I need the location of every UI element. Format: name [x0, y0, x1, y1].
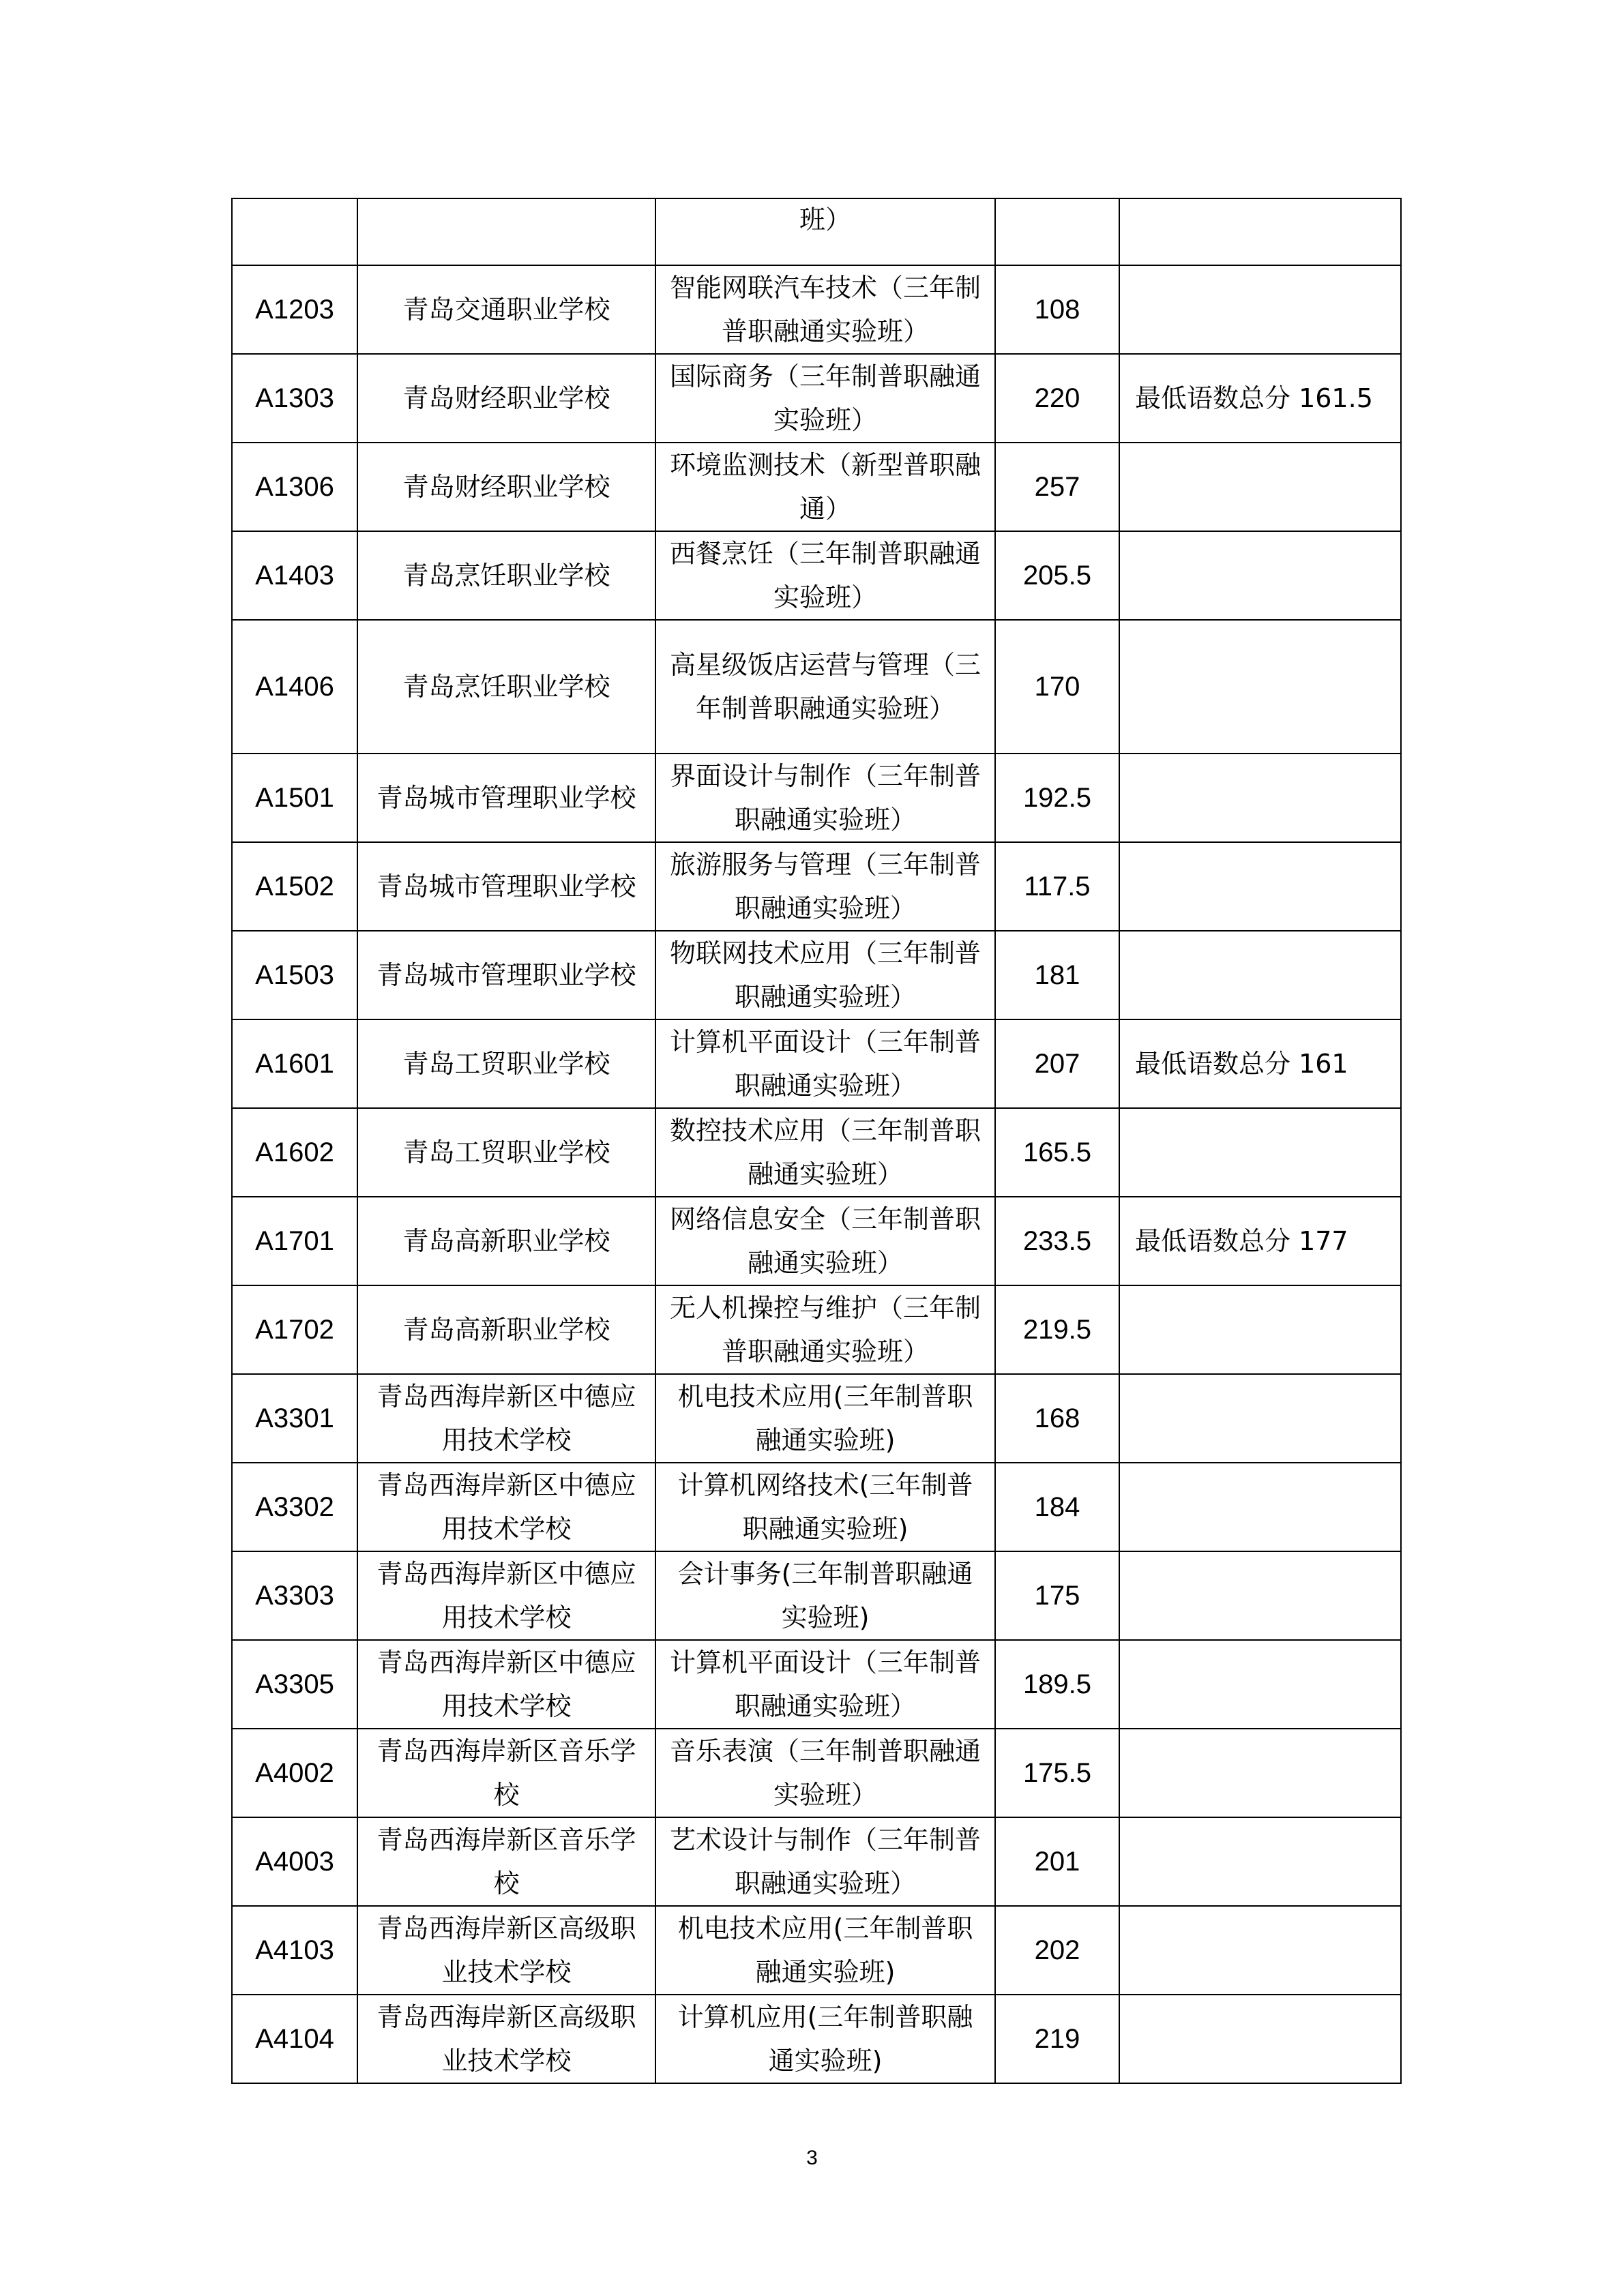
- cell-school: 青岛工贸职业学校: [357, 1108, 655, 1197]
- table-row: [232, 198, 1401, 265]
- cell-major: 界面设计与制作（三年制普职融通实验班）: [655, 754, 995, 842]
- cell-code: A4104: [232, 1995, 357, 2083]
- cell-school: 青岛西海岸新区中德应用技术学校: [357, 1374, 655, 1463]
- cell-score: 184: [995, 1463, 1119, 1551]
- cell-note: [1119, 931, 1401, 1019]
- cell-major: 西餐烹饪（三年制普职融通实验班）: [655, 531, 995, 620]
- cell-score: 168: [995, 1374, 1119, 1463]
- cell-major: 环境监测技术（新型普职融通）: [655, 443, 995, 531]
- cell-code: A1702: [232, 1285, 357, 1374]
- cell-code: A1601: [232, 1019, 357, 1108]
- cell-code: A3305: [232, 1640, 357, 1729]
- table-row: [232, 1640, 1401, 1729]
- cell-major: 艺术设计与制作（三年制普职融通实验班）: [655, 1817, 995, 1906]
- table-row: [232, 1108, 1401, 1197]
- cell-note: [1119, 1108, 1401, 1197]
- cell-major: 网络信息安全（三年制普职融通实验班）: [655, 1197, 995, 1285]
- cell-code: A1701: [232, 1197, 357, 1285]
- cell-school: [357, 198, 655, 265]
- cell-code: A1602: [232, 1108, 357, 1197]
- table-body: [232, 198, 1401, 2083]
- cell-school: 青岛西海岸新区高级职业技术学校: [357, 1995, 655, 2083]
- cell-major: 高星级饭店运营与管理（三年制普职融通实验班）: [655, 620, 995, 754]
- cell-note: [1119, 842, 1401, 931]
- cell-school: 青岛城市管理职业学校: [357, 931, 655, 1019]
- cell-major: 无人机操控与维护（三年制普职融通实验班）: [655, 1285, 995, 1374]
- cell-score: 219: [995, 1995, 1119, 2083]
- table-row: [232, 1197, 1401, 1285]
- cell-note: [1119, 754, 1401, 842]
- cell-note: [1119, 1463, 1401, 1551]
- cell-note: 最低语数总分 161.5: [1119, 354, 1401, 443]
- cell-score: 202: [995, 1906, 1119, 1995]
- cell-score: 219.5: [995, 1285, 1119, 1374]
- cell-school: 青岛城市管理职业学校: [357, 842, 655, 931]
- cell-school: 青岛城市管理职业学校: [357, 754, 655, 842]
- cell-major: 音乐表演（三年制普职融通实验班）: [655, 1729, 995, 1817]
- table-row: [232, 265, 1401, 354]
- cell-note: [1119, 620, 1401, 754]
- cell-school: 青岛西海岸新区中德应用技术学校: [357, 1640, 655, 1729]
- table-row: [232, 443, 1401, 531]
- table-row: [232, 1906, 1401, 1995]
- cell-score: 233.5: [995, 1197, 1119, 1285]
- cell-score: 257: [995, 443, 1119, 531]
- cell-note: [1119, 1374, 1401, 1463]
- cell-school: 青岛高新职业学校: [357, 1285, 655, 1374]
- table-row: [232, 1285, 1401, 1374]
- cell-note: [1119, 1817, 1401, 1906]
- table-row: [232, 1551, 1401, 1640]
- cell-score: 108: [995, 265, 1119, 354]
- table-row: [232, 1019, 1401, 1108]
- cell-code: A3301: [232, 1374, 357, 1463]
- cell-score: 207: [995, 1019, 1119, 1108]
- cell-note: [1119, 1640, 1401, 1729]
- cell-major: 计算机平面设计（三年制普职融通实验班）: [655, 1640, 995, 1729]
- cell-note: [1119, 1551, 1401, 1640]
- cell-code: A1406: [232, 620, 357, 754]
- cell-code: A4103: [232, 1906, 357, 1995]
- cell-score: [995, 198, 1119, 265]
- cell-note: [1119, 265, 1401, 354]
- cell-school: 青岛烹饪职业学校: [357, 531, 655, 620]
- page-number: 3: [806, 2147, 818, 2169]
- cell-major: 计算机应用(三年制普职融通实验班): [655, 1995, 995, 2083]
- cell-code: A1306: [232, 443, 357, 531]
- cell-score: 220: [995, 354, 1119, 443]
- cell-school: 青岛西海岸新区中德应用技术学校: [357, 1463, 655, 1551]
- table-row: [232, 754, 1401, 842]
- cell-score: 175.5: [995, 1729, 1119, 1817]
- cell-note: [1119, 1285, 1401, 1374]
- cell-school: 青岛西海岸新区音乐学校: [357, 1817, 655, 1906]
- cell-school: 青岛财经职业学校: [357, 443, 655, 531]
- cell-major: 机电技术应用(三年制普职融通实验班): [655, 1906, 995, 1995]
- cell-note: [1119, 1995, 1401, 2083]
- cell-score: 170: [995, 620, 1119, 754]
- table-row: [232, 1817, 1401, 1906]
- table-row: [232, 1995, 1401, 2083]
- cell-code: A4002: [232, 1729, 357, 1817]
- table-row: [232, 931, 1401, 1019]
- cell-school: 青岛西海岸新区音乐学校: [357, 1729, 655, 1817]
- cell-code: A1403: [232, 531, 357, 620]
- cell-note: [1119, 198, 1401, 265]
- cell-major: 计算机网络技术(三年制普职融通实验班): [655, 1463, 995, 1551]
- cell-major: 数控技术应用（三年制普职融通实验班）: [655, 1108, 995, 1197]
- cell-school: 青岛财经职业学校: [357, 354, 655, 443]
- table-row: [232, 1729, 1401, 1817]
- cell-score: 165.5: [995, 1108, 1119, 1197]
- admission-score-table: [231, 198, 1402, 2084]
- cell-major: 物联网技术应用（三年制普职融通实验班）: [655, 931, 995, 1019]
- cell-score: 205.5: [995, 531, 1119, 620]
- cell-score: 117.5: [995, 842, 1119, 931]
- cell-note: [1119, 1729, 1401, 1817]
- cell-code: A1501: [232, 754, 357, 842]
- cell-major: 智能网联汽车技术（三年制普职融通实验班）: [655, 265, 995, 354]
- cell-code: A1503: [232, 931, 357, 1019]
- cell-code: A4003: [232, 1817, 357, 1906]
- cell-score: 201: [995, 1817, 1119, 1906]
- cell-code: A3303: [232, 1551, 357, 1640]
- cell-score: 192.5: [995, 754, 1119, 842]
- table-row: [232, 1463, 1401, 1551]
- table-row: [232, 354, 1401, 443]
- cell-school: 青岛西海岸新区中德应用技术学校: [357, 1551, 655, 1640]
- cell-note: [1119, 1906, 1401, 1995]
- cell-score: 175: [995, 1551, 1119, 1640]
- table-row: [232, 531, 1401, 620]
- cell-code: A1203: [232, 265, 357, 354]
- cell-note: [1119, 443, 1401, 531]
- cell-major: 旅游服务与管理（三年制普职融通实验班）: [655, 842, 995, 931]
- cell-major: 会计事务(三年制普职融通实验班): [655, 1551, 995, 1640]
- table-row: [232, 1374, 1401, 1463]
- cell-school: 青岛工贸职业学校: [357, 1019, 655, 1108]
- cell-major: 班）: [655, 198, 995, 265]
- cell-school: 青岛高新职业学校: [357, 1197, 655, 1285]
- cell-score: 189.5: [995, 1640, 1119, 1729]
- cell-code: [232, 198, 357, 265]
- cell-major: 计算机平面设计（三年制普职融通实验班）: [655, 1019, 995, 1108]
- table-row: [232, 620, 1401, 754]
- cell-school: 青岛西海岸新区高级职业技术学校: [357, 1906, 655, 1995]
- cell-note: 最低语数总分 177: [1119, 1197, 1401, 1285]
- cell-code: A1303: [232, 354, 357, 443]
- cell-code: A1502: [232, 842, 357, 931]
- cell-major: 机电技术应用(三年制普职融通实验班): [655, 1374, 995, 1463]
- cell-score: 181: [995, 931, 1119, 1019]
- cell-note: 最低语数总分 161: [1119, 1019, 1401, 1108]
- table-row: [232, 842, 1401, 931]
- cell-major: 国际商务（三年制普职融通实验班）: [655, 354, 995, 443]
- cell-note: [1119, 531, 1401, 620]
- cell-code: A3302: [232, 1463, 357, 1551]
- cell-school: 青岛烹饪职业学校: [357, 620, 655, 754]
- cell-school: 青岛交通职业学校: [357, 265, 655, 354]
